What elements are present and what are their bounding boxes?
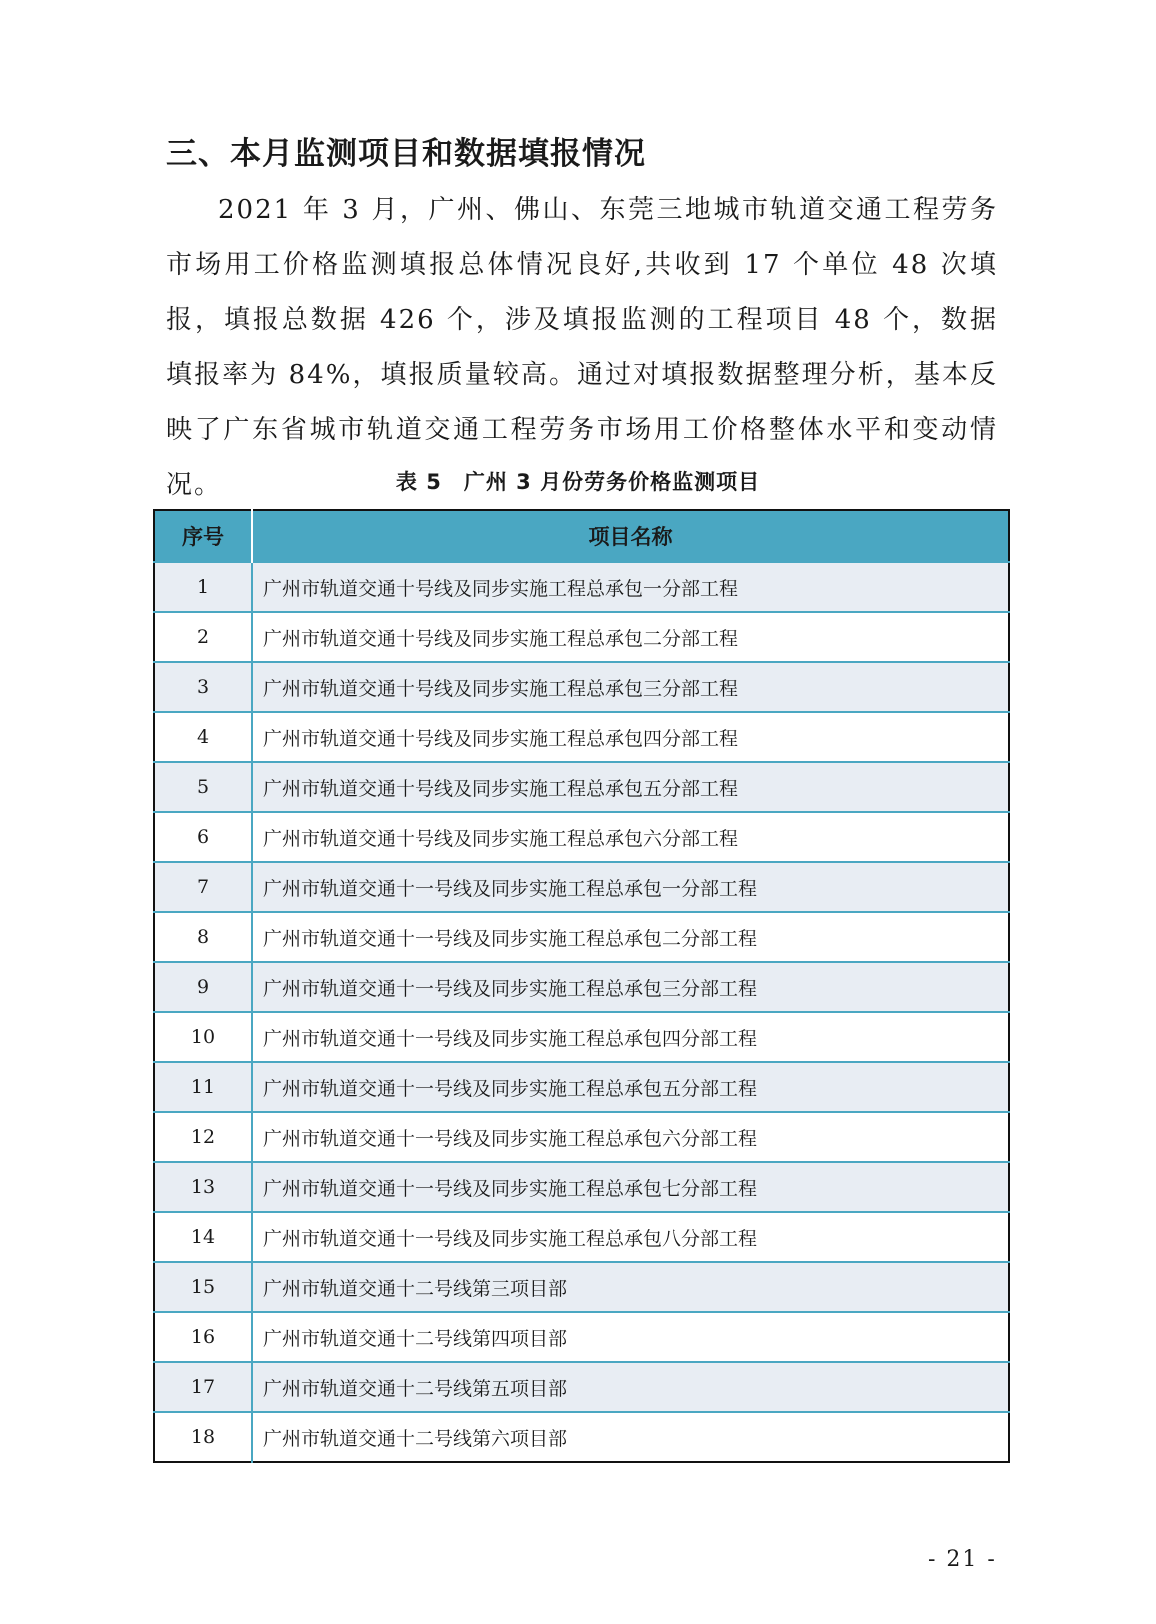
row-serial-number: 5 [154,762,252,812]
table-row [154,1312,1009,1362]
row-project-name: 广州市轨道交通十二号线第三项目部 [252,1262,1009,1312]
table-row [154,1162,1009,1212]
row-project-name: 广州市轨道交通十号线及同步实施工程总承包四分部工程 [252,712,1009,762]
row-project-name: 广州市轨道交通十一号线及同步实施工程总承包三分部工程 [252,962,1009,1012]
row-project-name: 广州市轨道交通十二号线第四项目部 [252,1312,1009,1362]
table-row [154,812,1009,862]
table-header-row [154,510,1009,562]
row-project-name: 广州市轨道交通十号线及同步实施工程总承包五分部工程 [252,762,1009,812]
row-project-name: 广州市轨道交通十号线及同步实施工程总承包三分部工程 [252,662,1009,712]
table-row [154,1112,1009,1162]
row-serial-number: 8 [154,912,252,962]
monitoring-projects-table [153,509,1010,1463]
table-row [154,612,1009,662]
row-serial-number: 4 [154,712,252,762]
row-serial-number: 14 [154,1212,252,1262]
row-serial-number: 2 [154,612,252,662]
row-serial-number: 10 [154,1012,252,1062]
page-number: - 21 - [928,1547,997,1572]
row-project-name: 广州市轨道交通十一号线及同步实施工程总承包七分部工程 [252,1162,1009,1212]
table-row [154,1212,1009,1262]
body-paragraph: 2021 年 3 月，广州、佛山、东莞三地城市轨道交通工程劳务市场用工价格监测填报总体情况良好,共收到 17 个单位 48 次填报，填报总数据 426 个，涉及填报监测的工程项目 48 个，数据填报率为 84%，填报质量较高。通过对填报数据整理分析，基本反映了广东省城市轨道交通工程劳务市场用工价格整体水平和变动情况。 [166,195,998,500]
table-row [154,762,1009,812]
header-serial-number: 序号 [154,510,252,562]
table-row [154,562,1009,612]
row-serial-number: 6 [154,812,252,862]
section-heading: 三、本月监测项目和数据填报情况 [166,136,646,172]
table-row [154,862,1009,912]
row-serial-number: 3 [154,662,252,712]
row-project-name: 广州市轨道交通十一号线及同步实施工程总承包一分部工程 [252,862,1009,912]
row-project-name: 广州市轨道交通十一号线及同步实施工程总承包六分部工程 [252,1112,1009,1162]
row-project-name: 广州市轨道交通十一号线及同步实施工程总承包五分部工程 [252,1062,1009,1112]
table-row [154,712,1009,762]
table-row [154,662,1009,712]
row-project-name: 广州市轨道交通十一号线及同步实施工程总承包二分部工程 [252,912,1009,962]
row-serial-number: 15 [154,1262,252,1312]
header-project-name: 项目名称 [252,510,1009,562]
row-serial-number: 1 [154,562,252,612]
row-project-name: 广州市轨道交通十号线及同步实施工程总承包二分部工程 [252,612,1009,662]
row-project-name: 广州市轨道交通十二号线第六项目部 [252,1412,1009,1462]
row-serial-number: 16 [154,1312,252,1362]
row-serial-number: 11 [154,1062,252,1112]
row-serial-number: 7 [154,862,252,912]
row-project-name: 广州市轨道交通十二号线第五项目部 [252,1362,1009,1412]
row-project-name: 广州市轨道交通十一号线及同步实施工程总承包四分部工程 [252,1012,1009,1062]
table-row [154,912,1009,962]
table-row [154,1012,1009,1062]
row-project-name: 广州市轨道交通十号线及同步实施工程总承包六分部工程 [252,812,1009,862]
row-serial-number: 9 [154,962,252,1012]
table-row [154,1362,1009,1412]
row-project-name: 广州市轨道交通十号线及同步实施工程总承包一分部工程 [252,562,1009,612]
row-project-name: 广州市轨道交通十一号线及同步实施工程总承包八分部工程 [252,1212,1009,1262]
table-caption: 表 5 广州 3 月份劳务价格监测项目 [395,470,761,494]
table-row [154,1062,1009,1112]
table-row [154,1412,1009,1462]
table-row [154,962,1009,1012]
row-serial-number: 18 [154,1412,252,1462]
table-row [154,1262,1009,1312]
row-serial-number: 13 [154,1162,252,1212]
row-serial-number: 12 [154,1112,252,1162]
row-serial-number: 17 [154,1362,252,1412]
